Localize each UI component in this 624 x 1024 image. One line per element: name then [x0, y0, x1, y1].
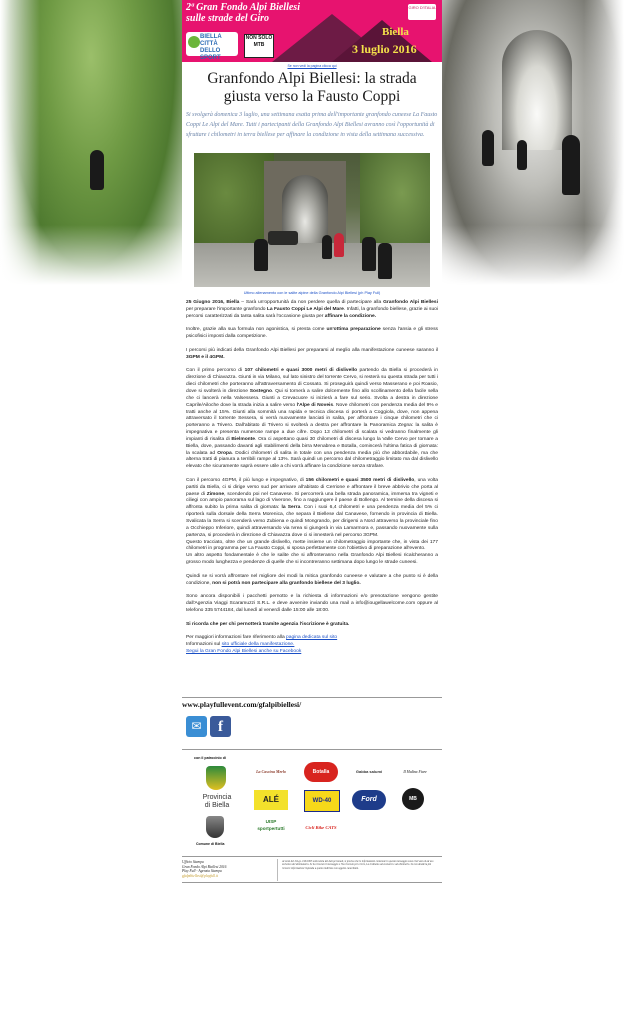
page-title: Granfondo Alpi Biellesi: la strada giusta verso la Fausto Coppi [207, 70, 417, 105]
sponsor-logo: Il Mulino Fiore [403, 770, 427, 774]
divider [182, 749, 442, 750]
web-version-link[interactable]: Se non vedi la pagina clicca qui [287, 64, 337, 68]
footer-email[interactable]: gfalpibiellesi@playfull.it [182, 873, 218, 878]
comune-crest-icon [206, 816, 224, 838]
sponsor-logo: La Cascina Merlo [256, 769, 286, 774]
facebook-icon[interactable]: f [210, 716, 231, 737]
sponsor-logo: Gabba salumi [355, 769, 383, 774]
official-site-link[interactable]: sito ufficiale della manifestazione. [221, 642, 295, 648]
sponsor-logo: MB [402, 788, 424, 810]
patronage-label: con il patrocinio di [194, 756, 226, 760]
sponsor-logo: Cicli Bike CATS [305, 825, 337, 830]
sponsor-logo: WD-40 [304, 790, 340, 812]
giro-logo: GIRO D'ITALIA [408, 4, 436, 20]
sponsor-logo: ALÉ [254, 790, 288, 810]
divider [182, 697, 442, 698]
banner-date: 3 luglio 2016 [352, 42, 417, 56]
divider [182, 856, 442, 857]
provincia-crest-icon [206, 766, 226, 790]
sponsor-logo: Botalla [304, 762, 338, 782]
sponsor-logo: UISP sportpertutti [257, 819, 285, 831]
article-body: 25 Giugno 2016, Biella – Sarà un'opportunità da non perdere quella di partecipare alla Granfondo Alpi Biellesi per preparare l'importante granfondo La Fausto Coppi Le Alpi del Mare. Infatti, la granfondo biellese, grazie ai suoi percorsi caratterizzati da tanta salita sarà l'occasione giusta per affinare la condizione. Inoltre, grazie alla sua formula non agonistica, si presta come un'ottima preparazione senza l'ansia e gli stress psicofisici imposti dalla competizione. I percorsi più indicati della Granfondo Alpi Biellesi per prepararsi al meglio alla manifestazione cuneese saranno il 3GPM e il 4GPM. Con il primo percorso di 107 chilometri e quasi 3000 metri di dislivello partendo da Biella si procederà in direzione di Chiavazza. Giunti in via Milano, sul lato sinistro del torrente Cervo, si resterà su questa strada per tutti i dieci chilometri che porteranno all'attraversamento di Cossato. Si proseguirà quindi verso Masserano e poi Roasio, dove si svolterà in direzione Sostegno. Qui si tornerà a salire dolcemente fino allo scollinamento della facile sella che ci lancerà nella Valsessera. Giunti a Crevacuore si inizierà a fare sul serio. Svolta a destra in direzione Caprile/Ailoche dove la strada inizia a salire verso l'Alpe di Noveis. Nove chilometri con pendenza media del 9% e tratti anche al 15%. Giunti alla sommità una rapida e tecnica discesa ci porterà a Coggiola, dove, non appena attraversato il torrente Sessera, si verrà nuovamente lanciati in salita, per affrontare i cinque chilometri che ci porteranno a Trivero. Dall'abitato di Trivero si svolterà a destra per affrontare la Panoramica Zegna: la salita è impegnativa e presenta numerose rampe a due cifre. Dopo 13 chilometri di scalata si vedranno finalmente gli impianti di risalita di Bielmonte. Ora ci aspettano quasi 30 chilometri di discesa lungo la Valle Cervo per tornare a Biella, dove, passando davanti agli stabilimenti della birra Menabrea e Botalla, comincerà l'ultima fatica di giornata: la scalata ad Oropa. Dodici chilometri di salita in totale con una pendenza media più che abbordabile, ma che alterna tratti di pianura a terribili rampe al 13%. Sarà quindi un percorso dal chilometraggio limitato ma dal dislivello elevato che sicuramente saprà essere utile a chi vorrà affinare la condizione senza strafare. Con il percorso 4GPM, il più lungo e impegnativo, di 156 chilometri e quasi 3500 metri di dislivello, una volta partiti da Biella, ci si dirige verso sud per arrivare all'abitato di Cerrione e affrontare il breve abbrivio che porta al paese di Zimone, scendendo poi nel Canavese. Si percorrerà una bella strada panoramica, immersa tra vigneti e ciliegi con ampio panorama sul lago di Viverone, fino a raggiungere il paese di Bollengo. Al termine della discesa si affronta subito la prima salita di giornata: la Serra. Con i suoi 6,4 chilometri e una pendenza media del 5% ci riporterà sulla dorsale della Serra Morenica, che separa il Biellese dal Canavese, fornendo in provincia di Biella. Svalicata la Serra si scenderà verso Zubiena e quindi Mongrando, per dirigersi a Nord attraverso la provinciale fino a Occhieppo Inferiore, quindi attraversando via Ivrea si giungerà in via Lamarmora e, passando nuovamente sulla partenza, si procederà in direzione di Chiavazza dove ci si innesterà nel percorso 3GPM. Questo tracciato, oltre che un grande dislivello, mette insieme un chilometraggio importante che, in vista dei 177 chilometri in programma per La Fausto Coppi, si sposa perfettamente con l'obiettivo di preparazione all'evento. Un altro aspetto fondamentale è che le salite che si affronteranno nella Granfondo Alpi Biellesi ricalcheranno a grosso modo lunghezza e pendenze di quelle che si incontreranno settimana dopo lungo le strade cuneesi. Quindi se si vorrà affrontare nel migliore dei modi la mitica granfondo cuneese e valutare a che punto si è della condizione, non si potrà non partecipare alla granfondo biellese del 3 luglio. Sono ancora disponibili i pacchetti pernotto e la richiesta di informazioni e/o prenotazione vengono gestite dall'Agenzia Viaggi Scaramuzzi S.R.L. e deve avvenire inviando una mail a info@iougellawelcome.com oppure al telefono 335 5744184, dal lunedì al venerdì dalle 15:00 alle 18:00. Si ricorda che per chi pernotterà tramite agenzia l'iscrizione è gratuita. Per maggiori informazioni fare riferimento alla pagina dedicata sul sito Informazioni sul sito ufficiale della manifestazione. Segui la Gran Fondo Alpi Biellesi anche su Facebook [186, 300, 439, 655]
lead-paragraph: Si svolgerà domenica 3 luglio, una settimana esatta prima dell'importante granfondo cuneese La Fausto Coppi Le Alpi del Mare. Tutti i partecipanti della Granfondo Alpi Biellesi avranno così l'opportunità di sfruttare i chilometri in terra biellese per affinare la condizione in vista della settimana successiva. [186, 112, 438, 139]
photo-caption: Ultimo allenamento con le salite alpine della Granfondo Alpi Biellesi (ph Play Full) [243, 291, 381, 295]
sponsor-logo: Ford [352, 790, 386, 810]
dedicated-page-link[interactable]: pagina dedicata sul sito [286, 635, 338, 641]
banner-title: 2ª Gran Fondo Alpi Biellesi sulle strade del Giro [186, 2, 300, 24]
banner-city: Biella [382, 26, 409, 38]
newsletter-column [182, 0, 442, 1024]
article-photo [194, 153, 430, 287]
footer-disclaimer: Ai sensi del D.Lgs. 196/2003 sulla tutela dei dati personali, si precisa che le informazioni contenute in questo messaggio sono riservate ed ad uso esclusivo del destinatario. Se ha ricevuto il messaggio e l'ha ricevuto per errore, La invitiamo ad avvisarci e ad eliminarlo. Se non desidera più ricevere informazioni risponda a questo indirizzo con oggetto cancellami. [282, 860, 434, 870]
provincia-label: Provincia di Biella [202, 794, 232, 809]
nonsolomtb-logo: NON SOLO MTB [244, 34, 274, 58]
event-banner [182, 0, 442, 62]
site-url[interactable]: www.playfullevent.com/gfalpibiellesi/ [182, 700, 302, 709]
biella-sport-logo: BIELLA CITTÀ DELLO SPORT [186, 32, 238, 56]
facebook-follow-link[interactable]: Segui la Gran Fondo Alpi Biellesi anche su Facebook [186, 649, 302, 655]
divider [182, 882, 442, 883]
email-share-icon[interactable]: ✉ [186, 716, 207, 737]
footer-contacts: Ufficio Stampa Gran Fondo Alpi Biellesi 2016 Play Full - Agenzia Stampa gfalpibiellesi@playfull.it [182, 860, 274, 878]
comune-label: Comune di Biella [196, 842, 225, 846]
